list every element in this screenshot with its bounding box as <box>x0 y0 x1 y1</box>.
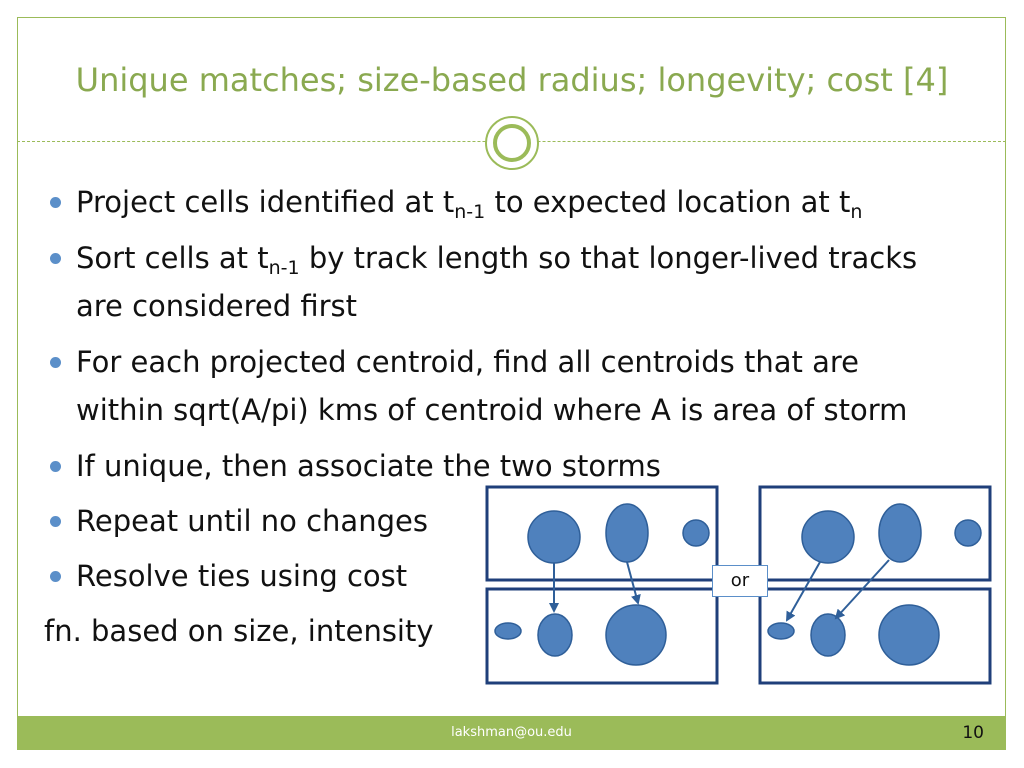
subscript: n-1 <box>268 257 300 279</box>
storm-cell <box>606 504 648 562</box>
storm-cell <box>802 511 854 563</box>
storm-cell <box>683 520 709 546</box>
bullet-text: Resolve ties using cost <box>76 559 408 593</box>
continuation-text: fn. based on size, intensity <box>44 614 434 648</box>
storm-cell <box>879 605 939 665</box>
bullet-text: Repeat until no changes <box>76 504 428 538</box>
time-tn-box-left <box>487 589 717 683</box>
storm-cell <box>495 623 521 639</box>
footer-bar <box>17 716 1006 750</box>
storm-cell <box>955 520 981 546</box>
bullet-text: If unique, then associate the two storms <box>76 449 661 483</box>
storm-cell <box>811 614 845 656</box>
footer-email: lakshman@ou.edu <box>451 725 572 740</box>
bullet-text: Sort cells at t <box>76 241 269 275</box>
bullet-line: For each projected centroid, find all centroids that are <box>76 345 860 379</box>
storm-cell <box>538 614 572 656</box>
bullet-text: Project cells identified at t <box>76 185 455 219</box>
slide-title: Unique matches; size-based radius; longevity; cost [4] <box>75 61 949 99</box>
time-tn-box-right <box>760 589 990 683</box>
subscript: n <box>850 201 863 223</box>
storm-cell <box>528 511 580 563</box>
or-label: or <box>712 565 768 597</box>
bullet-text: to expected location at t <box>485 185 851 219</box>
storm-cell <box>768 623 794 639</box>
storm-cell <box>606 605 666 665</box>
bullet-line: are considered first <box>76 289 358 323</box>
subscript: n-1 <box>454 201 486 223</box>
bullet-text: by track length so that longer-lived tracks <box>299 241 918 275</box>
bullet-line: within sqrt(A/pi) kms of centroid where A is area of storm <box>76 393 908 427</box>
page-number: 10 <box>962 723 984 743</box>
storm-cell <box>879 504 921 562</box>
